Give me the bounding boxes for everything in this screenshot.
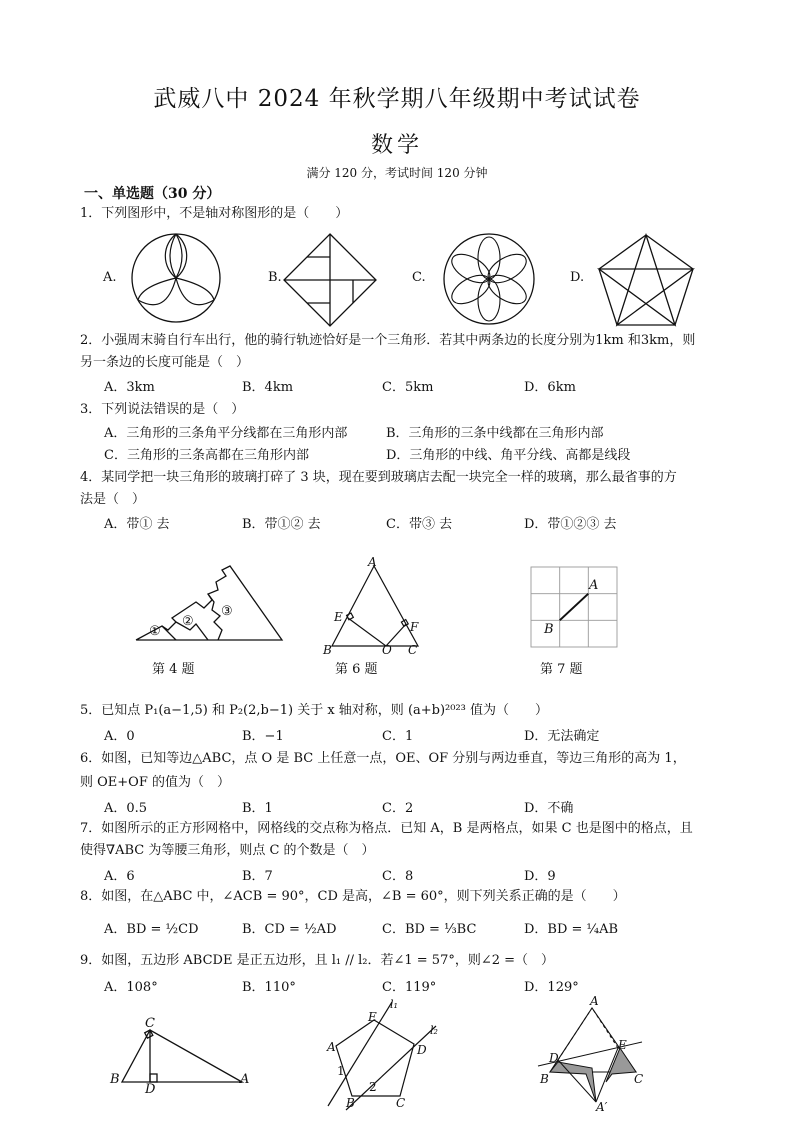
q6-option-b: B．1 (242, 801, 273, 816)
q2-option-a: A．3km (104, 380, 155, 395)
fig8-label-b: B (110, 1072, 120, 1087)
q7-option-d: D．9 (524, 869, 556, 884)
q3-option-d: D．三角形的中线、角平分线、高都是线段 (386, 448, 631, 463)
fig10-label-d: D (549, 1051, 559, 1065)
q1-label-d: D. (570, 270, 585, 285)
q2-option-b: B．4km (242, 380, 294, 395)
figure-q8-right-triangle (120, 1026, 244, 1086)
question-4-options (104, 513, 724, 535)
question-7-stem-cont: 使得∇ABC 为等腰三角形，则点 C 的个数是（ ） (80, 843, 375, 858)
q1-figure-d (596, 232, 696, 328)
fig6-label-o: O (382, 643, 392, 657)
q9-option-d: D．129° (524, 980, 579, 995)
exam-note: 满分 120 分，考试时间 120 分钟 (306, 166, 488, 180)
q4-option-c: C．带③ 去 (386, 517, 453, 532)
q9-option-a: A．108° (104, 980, 158, 995)
fig4-label-2: ② (182, 614, 194, 629)
fig9-label-b: B (346, 1096, 355, 1110)
q7-option-b: B．7 (242, 869, 273, 884)
exam-title: 武威八中 2024 年秋学期八年级期中考试试卷 (153, 86, 641, 112)
fig8-label-d: D (145, 1082, 156, 1097)
question-6-options (104, 797, 724, 819)
q9-option-b: B．110° (242, 980, 296, 995)
q5-option-b: B．−1 (242, 729, 284, 744)
question-8-options (104, 918, 724, 940)
figure-q9-pentagon (310, 1002, 450, 1112)
fig4-label-1: ① (149, 624, 161, 639)
q4-option-b: B．带①② 去 (242, 517, 321, 532)
q2-option-d: D．6km (524, 380, 576, 395)
fig9-label-e: E (368, 1010, 377, 1024)
q8-option-a: A．BD = ½CD (104, 922, 199, 937)
question-3-options-row1 (104, 422, 724, 444)
q7-option-a: A．6 (104, 869, 135, 884)
fig7-label-a: A (589, 578, 599, 593)
fig6-label-b: B (323, 643, 332, 657)
fig10-label-a-prime: A′ (596, 1100, 608, 1114)
fig6-label-e: E (334, 610, 343, 624)
fig10-label-a: A (590, 994, 599, 1008)
question-2-options (104, 376, 724, 398)
fig9-label-a: A (327, 1040, 336, 1054)
fig9-label-angle2: 2 (369, 1080, 377, 1094)
question-3-stem: 3．下列说法错误的是（ ） (80, 402, 245, 417)
question-4-stem-cont: 法是（ ） (80, 492, 146, 507)
figure-q6-equilateral-triangle (326, 562, 426, 652)
question-6-stem-cont: 则 OE+OF 的值为（ ） (80, 775, 230, 790)
q5-option-c: C．1 (382, 729, 414, 744)
fig9-label-d: D (417, 1043, 427, 1057)
q1-figure-a (130, 232, 222, 324)
fig10-label-b: B (540, 1072, 549, 1086)
question-9-stem: 9．如图，五边形 ABCDE 是正五边形，且 l₁ // l₂．若∠1 = 57°，则∠2 =（ ） (80, 953, 555, 968)
q7-option-c: C．8 (382, 869, 414, 884)
caption-q6: 第 6 题 (335, 662, 378, 677)
q4-option-a: A．带① 去 (104, 517, 170, 532)
caption-q7: 第 7 题 (540, 662, 583, 677)
q6-option-d: D．不确 (524, 801, 574, 816)
q3-option-a: A．三角形的三条角平分线都在三角形内部 (104, 426, 348, 441)
q5-option-a: A．0 (104, 729, 135, 744)
q3-option-b: B．三角形的三条中线都在三角形内部 (386, 426, 604, 441)
q3-option-c: C．三角形的三条高都在三角形内部 (104, 448, 309, 463)
q1-figure-b (282, 232, 378, 328)
q1-label-c: C. (412, 270, 426, 285)
fig7-label-b: B (544, 622, 554, 637)
question-5-options (104, 725, 724, 747)
q8-option-d: D．BD = ¼AB (524, 922, 619, 937)
fig6-label-c: C (408, 643, 418, 657)
q1-label-a: A. (103, 270, 117, 285)
q6-option-c: C．2 (382, 801, 414, 816)
q2-option-c: C．5km (382, 380, 434, 395)
question-9-options (104, 976, 724, 998)
subject-title: 数学 (370, 133, 423, 158)
question-7-stem: 7．如图所示的正方形网格中，网格线的交点称为格点．已知 A，B 是两格点，如果 C 也是图中的格点，且 (80, 821, 693, 836)
caption-q4: 第 4 题 (152, 662, 195, 677)
fig10-label-c: C (634, 1072, 644, 1086)
q4-option-d: D．带①②③ 去 (524, 517, 617, 532)
fig8-label-c: C (145, 1016, 155, 1031)
q5-option-d: D．无法确定 (524, 729, 600, 744)
q6-option-a: A．0.5 (104, 801, 148, 816)
question-4-stem: 4．某同学把一块三角形的玻璃打碎了 3 块，现在要到玻璃店去配一块完全一样的玻璃，那么最省事的方 (80, 470, 677, 485)
q8-option-c: C．BD = ⅓BC (382, 922, 477, 937)
question-1-stem: 1．下列图形中，不是轴对称图形的是（ ） (80, 206, 349, 221)
question-7-options (104, 865, 724, 887)
question-5-stem: 5．已知点 P₁(a−1,5) 和 P₂(2,b−1) 关于 x 轴对称，则 (a+b)²⁰²³ 值为（ ） (80, 703, 549, 718)
q8-option-b: B．CD = ½AD (242, 922, 337, 937)
fig6-label-f: F (410, 620, 419, 634)
question-3-options-row2 (104, 444, 724, 466)
question-2-stem: 2．小强周末骑自行车出行，他的骑行轨迹恰好是一个三角形．若其中两条边的长度分别为1km 和3km，则 (80, 333, 696, 348)
fig9-label-angle1: 1 (337, 1064, 345, 1078)
q1-label-b: B. (268, 270, 282, 285)
fig9-label-l2: l₂ (430, 1024, 438, 1037)
fig9-label-c: C (396, 1096, 406, 1110)
q9-option-c: C．119° (382, 980, 437, 995)
section-heading: 一、单选题（30 分） (84, 186, 221, 202)
q1-figure-c (442, 232, 536, 326)
fig4-label-3: ③ (221, 604, 233, 619)
question-8-stem: 8．如图，在△ABC 中，∠ACB = 90°，CD 是高，∠B = 60°，则下列关系正确的是（ ） (80, 889, 626, 904)
question-6-stem: 6．如图，已知等边△ABC，点 O 是 BC 上任意一点，OE、OF 分别与两边垂直，等边三角形的高为 1， (80, 751, 686, 766)
fig8-label-a: A (240, 1072, 250, 1087)
question-2-stem-cont: 另一条边的长度可能是（ ） (80, 355, 250, 370)
fig10-label-e: E (618, 1038, 627, 1052)
fig9-label-l1: l₁ (390, 998, 398, 1011)
fig6-label-a: A (368, 555, 377, 569)
